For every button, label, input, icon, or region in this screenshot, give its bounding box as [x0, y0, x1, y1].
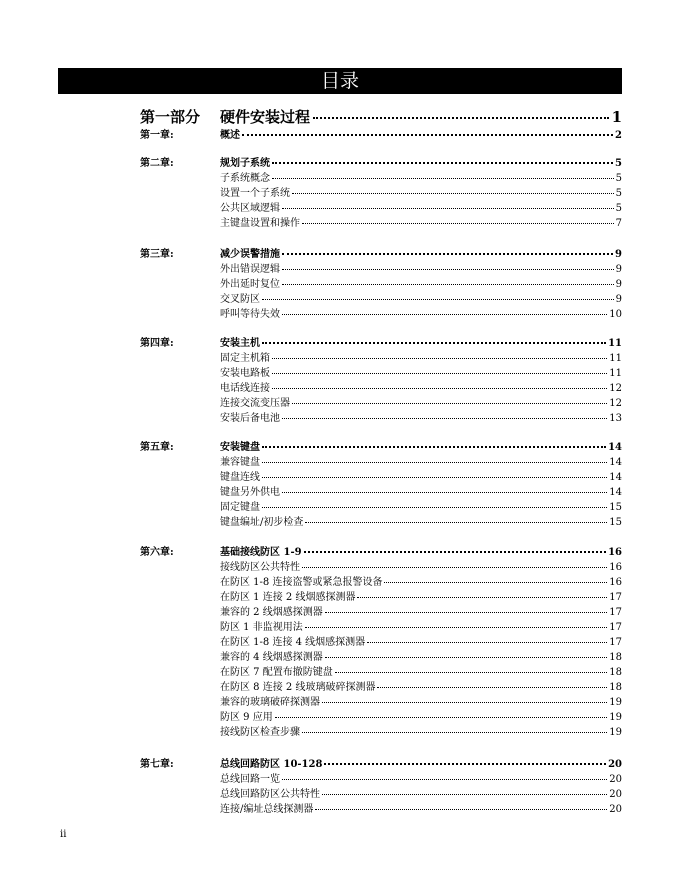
dot-leader	[302, 732, 607, 733]
chapter-label: 第四章:	[140, 338, 174, 349]
section-title: 总线回路一览	[220, 774, 280, 785]
chapter-page-number: 14	[608, 442, 622, 453]
section-title: 兼容键盘	[220, 457, 260, 468]
section-title: 交叉防区	[220, 294, 260, 305]
dot-leader	[322, 794, 607, 795]
section-title: 在防区 1-8 连接 4 线烟感探测器	[220, 637, 366, 648]
chapter-label: 第三章:	[140, 249, 174, 260]
section-title: 固定键盘	[220, 502, 260, 513]
chapter-page-number: 2	[615, 130, 622, 141]
section-page-number: 9	[615, 294, 622, 305]
dot-leader	[322, 702, 607, 703]
part-title: 硬件安装过程	[220, 108, 311, 126]
section-title: 安装后备电池	[220, 413, 280, 424]
section-title: 在防区 1-8 连接盗警或紧急报警设备	[220, 577, 383, 588]
section-page-number: 20	[609, 804, 622, 815]
chapter-label: 第七章:	[140, 759, 174, 770]
chapter-page-number: 11	[608, 338, 622, 349]
toc-chapter-entry[interactable]	[140, 545, 622, 560]
toc-chapter-entry[interactable]	[140, 757, 622, 772]
section-page-number: 16	[609, 562, 622, 573]
dot-leader	[262, 477, 607, 478]
dot-leader	[377, 687, 607, 688]
chapter-title: 规划子系统	[220, 158, 270, 169]
dot-leader	[325, 612, 608, 613]
dot-leader	[302, 223, 614, 224]
toc-section-entry[interactable]	[140, 262, 622, 277]
toc-section-entry[interactable]	[140, 455, 622, 470]
section-page-number: 15	[609, 517, 622, 528]
toc-section-entry[interactable]	[140, 292, 622, 307]
dot-leader	[262, 446, 606, 448]
dot-leader	[282, 269, 614, 270]
dot-leader	[292, 403, 607, 404]
toc-chapter	[140, 128, 622, 143]
toc-section-entry[interactable]	[140, 381, 622, 396]
toc-section-entry[interactable]	[140, 307, 622, 322]
page-title: 目录	[58, 68, 622, 94]
toc-section-entry[interactable]	[140, 500, 622, 515]
section-title: 呼叫等待失效	[220, 309, 280, 320]
section-page-number: 19	[609, 712, 622, 723]
dot-leader	[357, 597, 607, 598]
section-page-number: 11	[609, 353, 622, 364]
toc-section-entry[interactable]	[140, 710, 622, 725]
dot-leader	[367, 642, 607, 643]
section-title: 外出错误逻辑	[220, 264, 280, 275]
toc-section-entry[interactable]	[140, 366, 622, 381]
toc-section-entry[interactable]	[140, 665, 622, 680]
dot-leader	[282, 208, 614, 209]
part-label: 第一部分	[140, 108, 201, 126]
dot-leader	[282, 418, 607, 419]
toc-section-entry[interactable]	[140, 802, 622, 817]
section-title: 防区 1 非监视用法	[220, 622, 303, 633]
section-title: 接线防区公共特性	[220, 562, 300, 573]
section-title: 固定主机箱	[220, 353, 270, 364]
section-title: 防区 9 应用	[220, 712, 273, 723]
section-page-number: 9	[615, 264, 622, 275]
dot-leader	[292, 193, 614, 194]
section-page-number: 17	[609, 592, 622, 603]
section-title: 电话线连接	[220, 383, 270, 394]
section-page-number: 5	[615, 173, 622, 184]
chapter-title: 安装主机	[220, 338, 260, 349]
toc-part-entry[interactable]	[140, 106, 622, 128]
toc-section-entry[interactable]	[140, 216, 622, 231]
section-page-number: 5	[615, 203, 622, 214]
toc-chapter-entry[interactable]	[140, 440, 622, 455]
dot-leader	[282, 779, 607, 780]
dot-leader	[262, 507, 607, 508]
dot-leader	[305, 627, 608, 628]
section-page-number: 18	[609, 667, 622, 678]
section-page-number: 17	[609, 637, 622, 648]
section-page-number: 19	[609, 727, 622, 738]
section-page-number: 10	[609, 309, 622, 320]
dot-leader	[262, 342, 606, 344]
toc-chapter	[140, 247, 622, 322]
section-title: 设置一个子系统	[220, 188, 290, 199]
section-page-number: 20	[609, 774, 622, 785]
toc-section-entry[interactable]	[140, 351, 622, 366]
section-page-number: 19	[609, 697, 622, 708]
section-page-number: 20	[609, 789, 622, 800]
dot-leader	[275, 717, 608, 718]
toc-section-entry[interactable]	[140, 411, 622, 426]
section-title: 外出延时复位	[220, 279, 280, 290]
dot-leader	[272, 373, 607, 374]
part-page-number: 1	[611, 108, 622, 126]
toc-section-entry[interactable]	[140, 171, 622, 186]
chapter-page-number: 9	[615, 249, 622, 260]
section-page-number: 7	[615, 218, 622, 229]
toc-chapter	[140, 545, 622, 740]
section-title: 总线回路防区公共特性	[220, 789, 320, 800]
toc-section-entry[interactable]	[140, 680, 622, 695]
page-footer-number: ii	[60, 829, 67, 840]
dot-leader	[282, 284, 614, 285]
section-title: 子系统概念	[220, 173, 270, 184]
section-page-number: 14	[609, 472, 622, 483]
toc-section-entry[interactable]	[140, 201, 622, 216]
section-title: 键盘连线	[220, 472, 260, 483]
toc-chapter-entry[interactable]	[140, 247, 622, 262]
section-page-number: 14	[609, 487, 622, 498]
section-page-number: 15	[609, 502, 622, 513]
section-page-number: 16	[609, 577, 622, 588]
toc-section-entry[interactable]	[140, 635, 622, 650]
dot-leader	[304, 551, 607, 553]
dot-leader	[272, 388, 607, 389]
toc-section-entry[interactable]	[140, 396, 622, 411]
section-title: 键盘另外供电	[220, 487, 280, 498]
section-page-number: 12	[609, 398, 622, 409]
toc-section-entry[interactable]	[140, 515, 622, 530]
chapter-page-number: 20	[608, 759, 622, 770]
dot-leader	[262, 462, 607, 463]
toc-section-entry[interactable]	[140, 575, 622, 590]
dot-leader	[302, 567, 607, 568]
dot-leader	[315, 809, 607, 810]
dot-leader	[305, 522, 607, 523]
chapter-label: 第一章:	[140, 130, 174, 141]
section-title: 兼容的 4 线烟感探测器	[220, 652, 323, 663]
toc-chapter-entry[interactable]	[140, 156, 622, 171]
toc-chapter	[140, 757, 622, 817]
section-page-number: 14	[609, 457, 622, 468]
toc-section-entry[interactable]	[140, 695, 622, 710]
section-page-number: 17	[609, 622, 622, 633]
toc-section-entry[interactable]	[140, 485, 622, 500]
chapter-title: 总线回路防区 10-128	[220, 759, 323, 770]
toc-section-entry[interactable]	[140, 650, 622, 665]
dot-leader	[313, 117, 609, 119]
toc-section-entry[interactable]	[140, 725, 622, 740]
dot-leader	[335, 672, 608, 673]
chapter-title: 基础接线防区 1-9	[220, 547, 302, 558]
section-page-number: 5	[615, 188, 622, 199]
section-title: 兼容的玻璃破碎探测器	[220, 697, 320, 708]
chapter-label: 第六章:	[140, 547, 174, 558]
chapter-title: 减少误警措施	[220, 249, 280, 260]
section-title: 连接交流变压器	[220, 398, 290, 409]
toc-section-entry[interactable]	[140, 590, 622, 605]
section-title: 在防区 7 配置布撤防键盘	[220, 667, 333, 678]
section-title: 键盘编址/初步检查	[220, 517, 304, 528]
toc-section-entry[interactable]	[140, 605, 622, 620]
toc-section-entry[interactable]	[140, 277, 622, 292]
toc-chapter	[140, 156, 622, 231]
section-title: 安装电路板	[220, 368, 270, 379]
chapter-title: 概述	[220, 130, 240, 141]
section-title: 在防区 8 连接 2 线玻璃破碎探测器	[220, 682, 376, 693]
section-page-number: 9	[615, 279, 622, 290]
dot-leader	[282, 492, 607, 493]
dot-leader	[282, 314, 607, 315]
section-title: 主键盘设置和操作	[220, 218, 300, 229]
section-title: 在防区 1 连接 2 线烟感探测器	[220, 592, 356, 603]
section-title: 接线防区检查步骤	[220, 727, 300, 738]
section-title: 连接/编址总线探测器	[220, 804, 314, 815]
chapter-label: 第二章:	[140, 158, 174, 169]
chapter-page-number: 16	[608, 547, 622, 558]
section-page-number: 18	[609, 682, 622, 693]
toc-chapter	[140, 336, 622, 426]
section-page-number: 11	[609, 368, 622, 379]
chapter-page-number: 5	[615, 158, 622, 169]
toc-section-entry[interactable]	[140, 560, 622, 575]
section-title: 兼容的 2 线烟感探测器	[220, 607, 323, 618]
section-title: 公共区域逻辑	[220, 203, 280, 214]
section-page-number: 12	[609, 383, 622, 394]
dot-leader	[282, 253, 613, 255]
chapter-title: 安装键盘	[220, 442, 260, 453]
dot-leader	[384, 582, 607, 583]
chapter-label: 第五章:	[140, 442, 174, 453]
toc-chapter-entry[interactable]	[140, 336, 622, 351]
section-page-number: 13	[609, 413, 622, 424]
dot-leader	[242, 134, 613, 136]
toc-chapter-entry[interactable]	[140, 128, 622, 143]
dot-leader	[324, 763, 606, 765]
dot-leader	[325, 657, 608, 658]
dot-leader	[272, 162, 613, 164]
section-page-number: 18	[609, 652, 622, 663]
toc-chapter	[140, 440, 622, 530]
dot-leader	[272, 358, 607, 359]
toc-section-entry[interactable]	[140, 186, 622, 201]
toc-section-entry[interactable]	[140, 787, 622, 802]
toc-section-entry[interactable]	[140, 620, 622, 635]
dot-leader	[272, 178, 614, 179]
toc-section-entry[interactable]	[140, 470, 622, 485]
toc-section-entry[interactable]	[140, 772, 622, 787]
section-page-number: 17	[609, 607, 622, 618]
dot-leader	[262, 299, 614, 300]
